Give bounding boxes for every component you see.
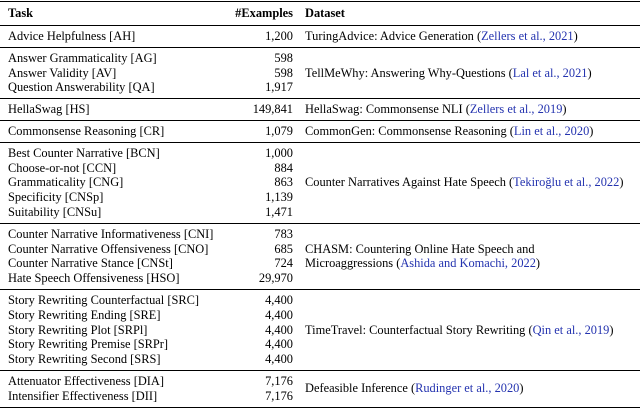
task-name: Specificity [CNSp] [8,190,104,205]
dataset-text: TuringAdvice: Advice Generation ( [305,29,482,43]
table-row [8,227,293,242]
task-name: Story Rewriting Second [SRS] [8,352,161,367]
task-name: Best Counter Narrative [BCN] [8,145,160,160]
table-row [8,190,293,205]
task-name: Answer Grammaticality [AG] [8,50,157,65]
table-row [8,161,293,176]
task-list [0,124,293,139]
table-row [8,323,293,338]
dataset-cell [293,381,640,396]
task-list [0,51,293,95]
table-row [8,175,293,190]
table-row [8,242,293,257]
dataset-line [305,323,640,338]
task-count: 884 [274,160,293,175]
task-name: Story Rewriting Ending [SRE] [8,307,161,322]
table-row [8,205,293,220]
dataset-cell [293,175,640,190]
citation-link[interactable]: Ashida and Komachi, 2022 [400,256,536,271]
table-group [0,26,640,48]
dataset-cell [293,323,640,338]
task-name: Story Rewriting Plot [SRPl] [8,322,148,337]
dataset-text: Defeasible Inference ( [305,381,416,396]
task-name: HellaSwag [HS] [8,102,90,117]
task-count: 685 [274,241,293,256]
dataset-text: TellMeWhy: Answering Why-Questions ( [305,65,513,80]
table-group [0,290,640,371]
paper-table [0,1,640,408]
task-count: 1,079 [265,123,293,138]
table-group [0,48,640,99]
dataset-text: Counter Narratives Against Hate Speech ( [305,175,514,190]
dataset-cell [293,242,640,272]
dataset-cell [293,102,640,117]
table-header-row [0,2,640,26]
task-count: 4,400 [265,307,293,322]
dataset-text: ) [589,123,594,138]
dataset-line [305,256,640,271]
column-header-dataset: Dataset [305,6,345,20]
task-name: Counter Narrative Informativeness [CNI] [8,226,214,241]
task-count: 7,176 [265,388,293,403]
table-group [0,99,640,121]
dataset-text: ) [519,381,524,396]
task-count: 4,400 [265,337,293,352]
task-count: 724 [274,256,293,271]
table-row [8,256,293,271]
task-list [0,374,293,404]
task-count: 1,917 [265,80,293,95]
dataset-text: ) [619,175,624,190]
column-header-examples: #Examples [235,6,293,20]
task-name: Suitability [CNSu] [8,204,102,219]
table-row [8,352,293,367]
task-count: 1,139 [265,190,293,205]
table-row [8,337,293,352]
table-row [8,66,293,81]
citation-link[interactable]: Qin et al., 2019 [532,322,610,337]
task-name: Counter Narrative Offensiveness [CNO] [8,241,209,256]
task-count: 1,471 [265,204,293,219]
task-name: Choose-or-not [CCN] [8,160,117,175]
dataset-cell [293,124,640,139]
task-count: 1,200 [265,29,293,43]
task-name: Hate Speech Offensiveness [HSO] [8,271,180,286]
dataset-text: ) [609,322,614,337]
dataset-text: ) [587,65,592,80]
dataset-text: ) [573,29,578,43]
citation-link[interactable]: Zellers et al., 2019 [469,102,563,117]
dataset-line [305,29,640,44]
task-name: Advice Helpfulness [AH] [8,29,136,43]
task-count: 4,400 [265,292,293,307]
task-count: 29,970 [258,271,293,286]
table-row [8,80,293,95]
table-row [8,293,293,308]
task-count: 4,400 [265,322,293,337]
table-group [0,371,640,407]
citation-link[interactable]: Tekiroğlu et al., 2022 [513,175,620,190]
citation-link[interactable]: Lal et al., 2021 [512,65,588,80]
task-name: Question Answerability [QA] [8,80,155,95]
dataset-line [305,124,640,139]
task-count: 598 [274,50,293,65]
task-name: Intensifier Effectiveness [DII] [8,388,158,403]
dataset-line [305,381,640,396]
citation-link[interactable]: Zellers et al., 2021 [481,29,574,43]
dataset-text: CommonGen: Commonsense Reasoning ( [305,123,514,138]
task-list [0,227,293,286]
table-row [8,124,293,139]
task-name: Commonsense Reasoning [CR] [8,123,165,138]
table-row [8,374,293,389]
task-count: 7,176 [265,373,293,388]
task-name: Answer Validity [AV] [8,65,117,80]
dataset-text: TimeTravel: Counterfactual Story Rewriting ( [305,322,533,337]
table-row [8,389,293,404]
table-row [8,308,293,323]
table-row [8,51,293,66]
dataset-line [305,102,640,117]
table-group [0,121,640,143]
table-row [8,102,293,117]
task-count: 598 [274,65,293,80]
task-count: 783 [274,226,293,241]
task-list [0,293,293,367]
dataset-cell [293,29,640,44]
task-count: 1,000 [265,145,293,160]
dataset-text: Microaggressions ( [305,256,401,271]
task-count: 149,841 [252,102,293,117]
column-header-task: Task [8,6,34,20]
dataset-cell [293,66,640,81]
task-count: 4,400 [265,352,293,367]
dataset-line [305,175,640,190]
dataset-text: ) [562,102,567,117]
task-name: Story Rewriting Premise [SRPr] [8,337,169,352]
task-list [0,29,293,44]
citation-link[interactable]: Rudinger et al., 2020 [415,381,520,396]
dataset-text: HellaSwag: Commonsense NLI ( [305,102,470,117]
task-list [0,146,293,220]
table-group [0,224,640,290]
table-group [0,143,640,224]
table-row [8,29,293,44]
dataset-text: ) [535,256,541,271]
citation-link[interactable]: Lin et al., 2020 [513,123,590,138]
task-list [0,102,293,117]
task-name: Story Rewriting Counterfactual [SRC] [8,292,199,307]
task-count: 863 [274,175,293,190]
task-name: Counter Narrative Stance [CNSt] [8,256,173,271]
dataset-line [305,242,640,257]
task-name: Grammaticality [CNG] [8,175,124,190]
table-row [8,271,293,286]
table-row [8,146,293,161]
dataset-text: CHASM: Countering Online Hate Speech and [305,241,535,256]
task-name: Attenuator Effectiveness [DIA] [8,373,164,388]
dataset-line [305,66,640,81]
